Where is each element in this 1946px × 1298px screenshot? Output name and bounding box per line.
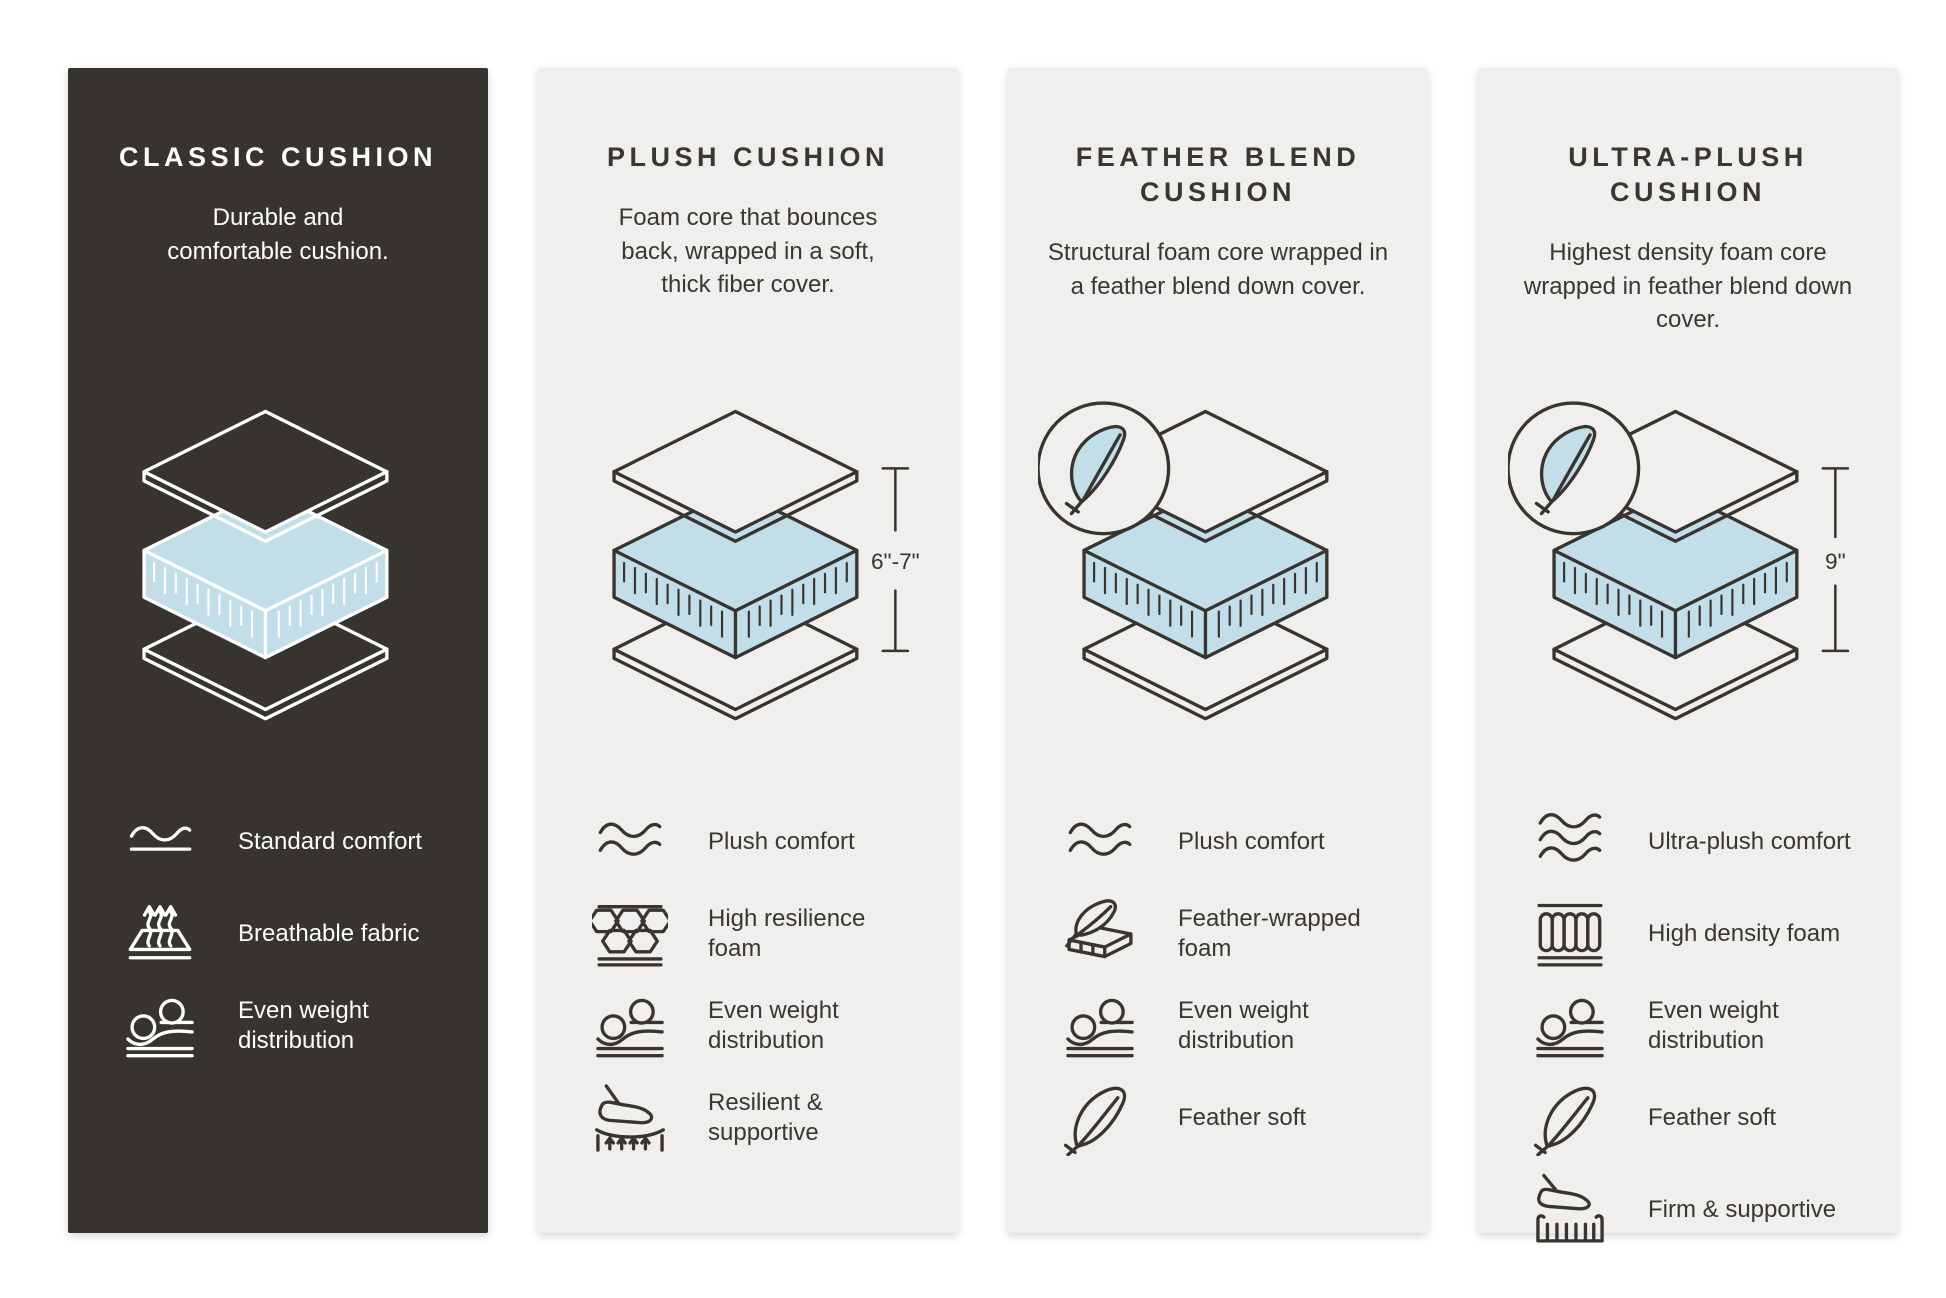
feature-list [1038, 774, 1398, 1156]
panel-header [1508, 140, 1868, 336]
panel-header [98, 140, 458, 336]
panel-description: Structural foam core wrapped in a feather blend down cover. [1047, 239, 1389, 300]
feature-row [1062, 988, 1398, 1064]
panel-description: Highest density foam core wrapped in feather blend down cover. [1523, 239, 1853, 334]
even-weight-icon [1062, 988, 1138, 1064]
feature-row [1532, 804, 1868, 880]
feature-row [122, 804, 458, 880]
feature-row [1532, 1080, 1868, 1156]
even-weight-icon [1532, 988, 1608, 1064]
even-weight-icon [592, 988, 668, 1064]
panel-header [568, 140, 928, 336]
thickness-measurement [1823, 468, 1848, 651]
feather-wrapped-foam-icon [1062, 896, 1138, 972]
cushion-layer-diagram [1038, 336, 1398, 774]
cushion-layer-diagram [98, 336, 458, 774]
panel-title: PLUSH CUSHION [606, 142, 889, 172]
feature-label: Plush comfort [708, 828, 855, 855]
feature-row [1532, 988, 1868, 1064]
layer-stack-icon [98, 388, 458, 723]
panel-plush-cushion [538, 68, 958, 1233]
firm-supportive-icon [1532, 1172, 1608, 1248]
feature-label: Feather soft [1178, 1104, 1307, 1131]
measurement-label: 6"-7" [870, 548, 920, 574]
panel-title: FEATHER BLEND CUSHION [1075, 142, 1361, 208]
feature-list [568, 774, 928, 1156]
panel-feather-blend-cushion [1008, 68, 1428, 1233]
even-weight-icon [122, 988, 198, 1064]
feather-icon [1062, 1080, 1138, 1156]
layer-stack-icon [1038, 388, 1398, 723]
feature-row [1532, 1172, 1868, 1248]
panel-description: Durable and comfortable cushion. [167, 204, 389, 265]
panel-title: CLASSIC CUSHION [118, 142, 437, 172]
feature-row [122, 896, 458, 972]
panel-header [1038, 140, 1398, 336]
measurement-label: 9" [1825, 548, 1846, 574]
comfort-waves-icon [1062, 804, 1138, 880]
feature-label: Even weight distribution [1648, 997, 1779, 1054]
feature-label: Resilient & supportive [708, 1089, 823, 1146]
resilience-foam-icon [592, 896, 668, 972]
feature-row [592, 896, 928, 972]
layer-stack-icon [1508, 388, 1868, 723]
feature-row [1062, 1080, 1398, 1156]
panel-ultra-plush-cushion [1478, 68, 1898, 1233]
feature-label: Breathable fabric [238, 920, 420, 947]
feature-list [98, 774, 458, 1064]
cushion-layer-diagram [568, 336, 928, 774]
panel-description: Foam core that bounces back, wrapped in a soft, thick fiber cover. [618, 204, 878, 299]
cushion-layer-diagram [1508, 336, 1868, 774]
feature-label: Plush comfort [1178, 828, 1325, 855]
feature-label: Firm & supportive [1648, 1196, 1837, 1223]
feature-row [592, 1080, 928, 1156]
comfort-waves-icon [1532, 804, 1608, 880]
resilient-supportive-icon [592, 1080, 668, 1156]
feature-row [592, 988, 928, 1064]
comfort-waves-icon [122, 804, 198, 880]
feature-label: Feather-wrapped foam [1178, 905, 1361, 962]
feather-badge [1038, 403, 1169, 534]
panel-title: ULTRA-PLUSH CUSHION [1568, 142, 1808, 208]
panel-classic-cushion [68, 68, 488, 1233]
density-foam-icon [1532, 896, 1608, 972]
feature-row [122, 988, 458, 1064]
feature-label: Even weight distribution [1178, 997, 1309, 1054]
feature-label: Standard comfort [238, 828, 423, 855]
feature-row [592, 804, 928, 880]
feather-icon [1532, 1080, 1608, 1156]
feature-row [1532, 896, 1868, 972]
comfort-waves-icon [592, 804, 668, 880]
feature-label: High density foam [1648, 920, 1841, 947]
feature-list [1508, 774, 1868, 1248]
feature-label: Ultra-plush comfort [1648, 828, 1851, 855]
feature-label: High resilience foam [708, 905, 866, 962]
feature-label: Even weight distribution [238, 997, 369, 1054]
breathable-fabric-icon [122, 896, 198, 972]
feature-label: Feather soft [1648, 1104, 1777, 1131]
feather-badge [1508, 403, 1639, 534]
feature-row [1062, 804, 1398, 880]
feature-label: Even weight distribution [708, 997, 839, 1054]
feature-row [1062, 896, 1398, 972]
thickness-measurement [871, 468, 920, 651]
layer-stack-icon [568, 388, 928, 723]
